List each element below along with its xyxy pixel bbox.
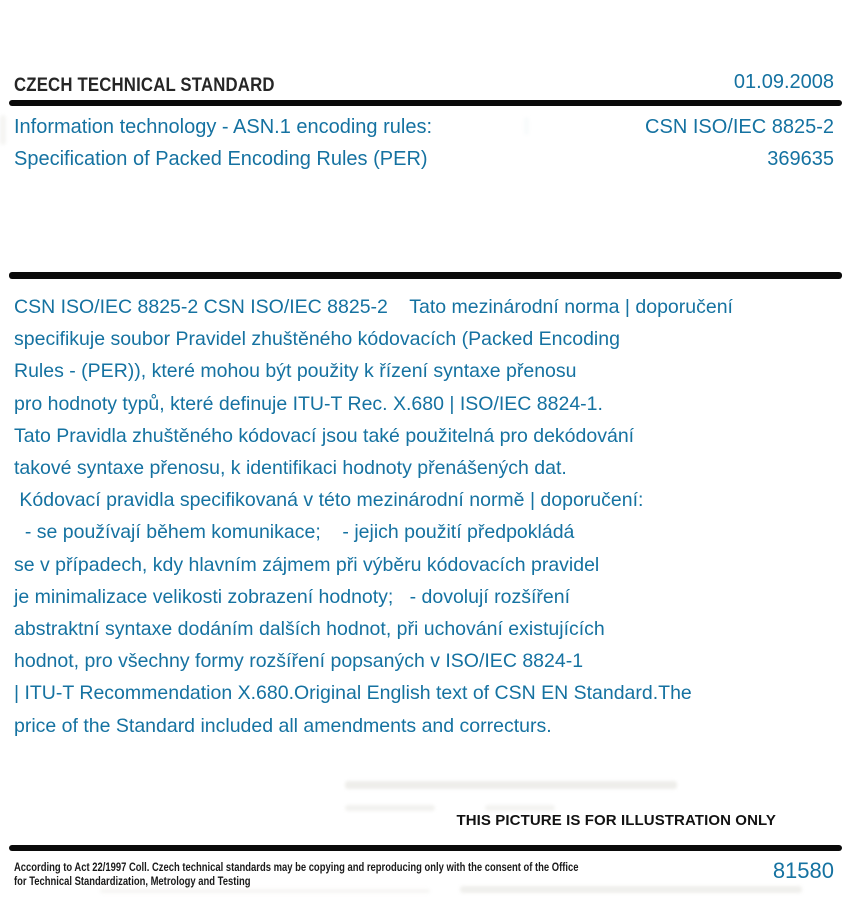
watermark-smudge <box>460 886 802 893</box>
standard-title-line1: Information technology - ASN.1 encoding rules: <box>14 116 433 138</box>
abstract-line: price of the Standard included all amendments and correcturs. <box>14 714 552 737</box>
abstract-line: pro hodnoty typů, které definuje ITU-T Rec. X.680 | ISO/IEC 8824-1. <box>14 392 603 415</box>
scan-artifact <box>524 117 529 135</box>
abstract-line: Tato Pravidla zhuštěného kódovací jsou také použitelná pro dekódování <box>14 424 635 447</box>
watermark-smudge <box>345 781 677 789</box>
abstract-line: specifikuje soubor Pravidel zhuštěného kódovacích (Packed Encoding <box>14 328 620 351</box>
page-title: CZECH TECHNICAL STANDARD <box>14 74 275 96</box>
footer-number: 81580 <box>772 858 834 883</box>
abstract-line: Rules - (PER)), které mohou být použity k řízení syntaxe přenosu <box>14 360 577 383</box>
watermark-smudge <box>345 805 435 811</box>
standard-title-line2: Specification of Packed Encoding Rules (PER) <box>14 148 428 170</box>
watermark-smudge <box>100 889 430 893</box>
header-divider <box>9 100 842 106</box>
standard-code: CSN ISO/IEC 8825-2 <box>645 116 834 138</box>
abstract-text <box>14 291 733 742</box>
abstract-line: Kódovací pravidla specifikovaná v této mezinárodní normě | doporučení: <box>14 489 644 512</box>
abstract-line: hodnot, pro všechny formy rozšíření popsaných v ISO/IEC 8824-1 <box>14 650 584 673</box>
illustration-note: THIS PICTURE IS FOR ILLUSTRATION ONLY <box>456 812 776 829</box>
abstract-line: - se používají během komunikace; - jejich použití předpokládá <box>14 521 575 544</box>
abstract-line: | ITU-T Recommendation X.680.Original English text of CSN EN Standard.The <box>14 682 692 705</box>
watermark-smudge <box>485 805 555 811</box>
abstract-line: se v případech, kdy hlavním zájmem při výběru kódovacích pravidel <box>14 553 600 576</box>
copyright-notice-line1: According to Act 22/1997 Coll. Czech technical standards may be copying and reproducing only with the consent of the Office <box>14 862 579 874</box>
issue-date: 01.09.2008 <box>733 71 834 93</box>
copyright-notice <box>14 861 579 889</box>
catalog-number: 369635 <box>767 148 834 170</box>
abstract-line: CSN ISO/IEC 8825-2 CSN ISO/IEC 8825-2 Tato mezinárodní norma | doporučení <box>14 296 733 318</box>
copyright-notice-line2: for Technical Standardization, Metrology and Testing <box>14 876 251 888</box>
scan-artifact <box>0 115 6 145</box>
abstract-line: takové syntaxe přenosu, k identifikaci hodnoty přenášených dat. <box>14 457 567 480</box>
footer-divider <box>9 845 842 851</box>
abstract-line: je minimalizace velikosti zobrazení hodnoty; - dovolují rozšíření <box>14 585 570 608</box>
title-divider <box>9 272 842 279</box>
abstract-line: abstraktní syntaxe dodáním dalších hodnot, při uchování existujících <box>14 618 605 641</box>
